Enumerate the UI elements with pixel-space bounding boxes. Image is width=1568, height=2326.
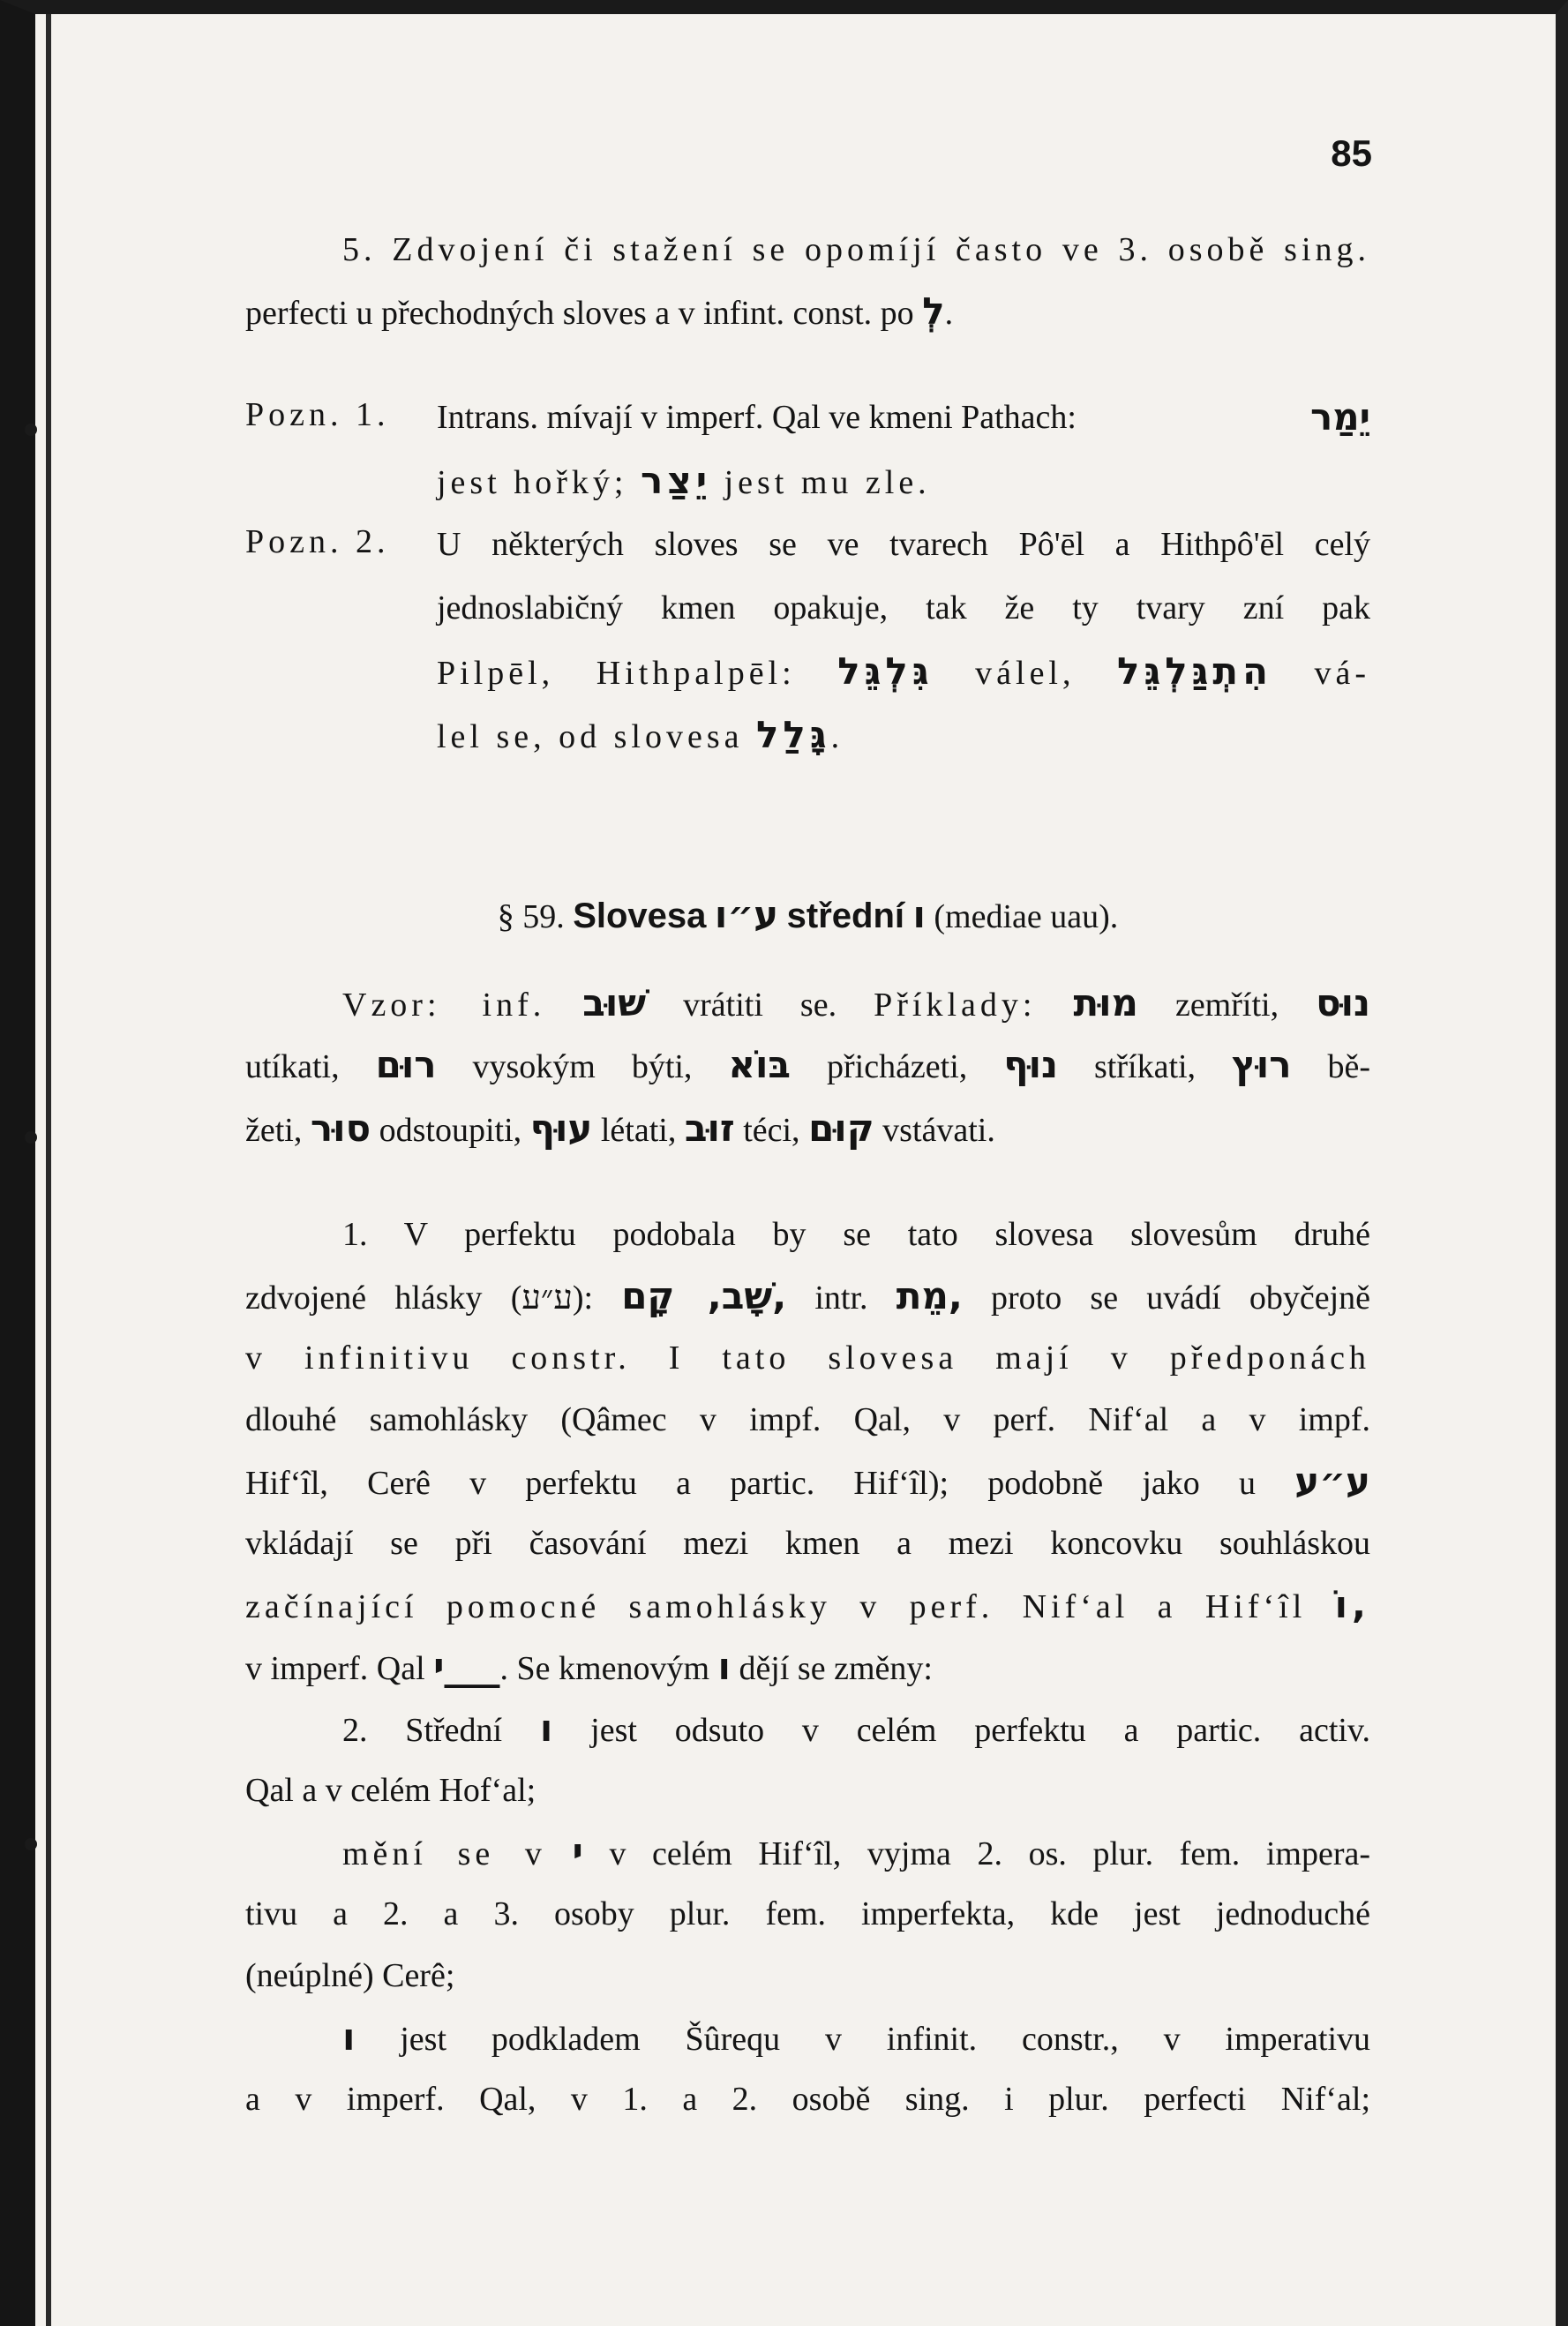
text: žeti, bbox=[245, 1112, 303, 1149]
body-line-2 bbox=[245, 1274, 1370, 1320]
text: bě- bbox=[1327, 1048, 1371, 1085]
text: v imperf. Qal bbox=[245, 1650, 425, 1687]
body-line-6: vkládají se při časování mezi kmen a mezi koncovku souhláskou bbox=[245, 1525, 1370, 1562]
text: proto se uvádí obyčejně bbox=[991, 1279, 1371, 1317]
text: . Se kmenovým bbox=[499, 1650, 710, 1687]
hebrew-word: סוּר bbox=[310, 1107, 371, 1150]
hebrew-word: ו bbox=[912, 893, 926, 936]
text: vrátiti se. bbox=[683, 987, 837, 1024]
p5-line-2 bbox=[245, 289, 1370, 335]
section-heading bbox=[245, 893, 1370, 939]
text: stříkati, bbox=[1094, 1048, 1197, 1085]
hebrew-word: רוּם bbox=[375, 1043, 437, 1086]
hebrew-word: י___ bbox=[433, 1645, 500, 1688]
pozn1-line-2 bbox=[437, 459, 1370, 505]
text: téci, bbox=[743, 1112, 800, 1149]
body-line-8 bbox=[245, 1645, 1370, 1691]
text: 2. Střední bbox=[342, 1712, 503, 1749]
text: utíkati, bbox=[245, 1048, 340, 1085]
hebrew-word: לְ bbox=[922, 289, 945, 333]
hebrew-word: מוּת bbox=[1073, 981, 1138, 1024]
pozn1-line-1 bbox=[437, 395, 1370, 439]
text: . bbox=[830, 718, 844, 755]
section-title: střední bbox=[786, 897, 904, 935]
body-line-9 bbox=[342, 1707, 1370, 1752]
text: Intrans. mívají v imperf. Qal ve kmeni Pathach: bbox=[437, 399, 1077, 436]
hebrew-word: גִּלְגֵּל bbox=[837, 649, 934, 693]
text: jest odsuto v celém perfektu a partic. activ. bbox=[590, 1712, 1370, 1749]
text: Pilpēl, Hithpalpēl: bbox=[437, 655, 796, 692]
hebrew-word: ו bbox=[342, 2015, 356, 2059]
text: . bbox=[944, 295, 954, 332]
hebrew-word: שָׁב, קָם, bbox=[621, 1274, 787, 1317]
text: dějí se změny: bbox=[739, 1650, 933, 1687]
hebrew-word: יֵמַר bbox=[1309, 395, 1370, 439]
text: začínající pomocné samohlásky v perf. Nifʻal a Hifʻîl bbox=[245, 1588, 1307, 1625]
body-line-3: v infinitivu constr. I tato slovesa mají v předponách bbox=[245, 1339, 1370, 1377]
hebrew-word: נוּף bbox=[1003, 1043, 1059, 1086]
note-label-1: Pozn. 1. bbox=[245, 396, 390, 433]
hebrew-word: ע״ע bbox=[1294, 1459, 1370, 1503]
hebrew-word: ו bbox=[539, 1707, 553, 1750]
text: intr. bbox=[814, 1279, 868, 1317]
hebrew-word: מֵת, bbox=[896, 1274, 963, 1317]
hebrew-word: עוּף bbox=[529, 1107, 593, 1150]
hebrew-word: הִתְגַּלְגֵּל bbox=[1117, 649, 1272, 693]
vzor-line-3 bbox=[245, 1107, 1370, 1152]
page-number: 85 bbox=[1331, 132, 1372, 174]
text: jest mu zle. bbox=[724, 464, 931, 501]
body-line-11 bbox=[342, 1830, 1370, 1876]
body-line-7 bbox=[245, 1583, 1370, 1629]
hebrew-word: ע״ו bbox=[714, 893, 779, 936]
text: jest podkladem Šûrequ v infinit. constr., v imperativu bbox=[400, 2021, 1371, 2058]
section-number: § 59. bbox=[497, 898, 565, 935]
body-line-4: dlouhé samohlásky (Qâmec v impf. Qal, v perf. Nifʻal a v impf. bbox=[245, 1401, 1370, 1438]
body-line-15: a v imperf. Qal, v 1. a 2. osobě sing. i plur. perfecti Nifʻal; bbox=[245, 2081, 1370, 2118]
text: odstoupiti, bbox=[379, 1112, 522, 1149]
hebrew-word: ו bbox=[717, 1645, 731, 1688]
body-line-12: tivu a 2. a 3. osoby plur. fem. imperfekta, kde jest jednoduché bbox=[245, 1895, 1370, 1932]
hebrew-word: גָּלַל bbox=[756, 713, 831, 756]
vzor-line-1 bbox=[342, 981, 1370, 1027]
text: přicházeti, bbox=[826, 1048, 968, 1085]
text: mění se v bbox=[342, 1835, 546, 1872]
hebrew-word: זוּב bbox=[684, 1107, 735, 1150]
text: zdvojené hlásky (ע״ע): bbox=[245, 1279, 594, 1317]
p5-line-1: 5. Zdvojení či stažení se opomíjí často ve 3. osobě sing. bbox=[342, 231, 1370, 268]
hebrew-word: רוּץ bbox=[1232, 1043, 1292, 1086]
text: vá- bbox=[1314, 655, 1371, 692]
text: létati, bbox=[600, 1112, 677, 1149]
hebrew-word: י bbox=[572, 1830, 583, 1873]
note-label-2: Pozn. 2. bbox=[245, 523, 390, 560]
hebrew-word: וֹ, bbox=[1334, 1583, 1370, 1626]
hebrew-word: קוּם bbox=[808, 1107, 874, 1150]
body-line-13: (neúplné) Cerê; bbox=[245, 1957, 455, 1994]
text: vysokým býti, bbox=[472, 1048, 693, 1085]
text: zemříti, bbox=[1174, 987, 1279, 1024]
text: v celém Hifʻîl, vyjma 2. os. plur. fem. impera- bbox=[609, 1835, 1371, 1872]
pozn2-line-4 bbox=[437, 713, 1370, 759]
hebrew-word: בּוֹא bbox=[728, 1043, 792, 1086]
body-line-5 bbox=[245, 1459, 1370, 1505]
text: Příklady: bbox=[874, 987, 1037, 1024]
text: perfecti u přechodných sloves a v infint. const. po bbox=[245, 295, 914, 332]
hebrew-word: שׁוּב bbox=[582, 981, 647, 1024]
body-line-1: 1. V perfektu podobala by se tato slovesa slovesům druhé bbox=[342, 1216, 1370, 1253]
vzor-line-2 bbox=[245, 1043, 1370, 1089]
text: (mediae uau). bbox=[934, 898, 1119, 935]
pozn2-line-2: jednoslabičný kmen opakuje, tak že ty tvary zní pak bbox=[437, 589, 1370, 627]
text: lel se, od slovesa bbox=[437, 718, 744, 755]
pozn2-line-3 bbox=[437, 649, 1370, 695]
hebrew-word: יֵצַר bbox=[640, 459, 712, 502]
text: Vzor: inf. bbox=[342, 987, 546, 1024]
text: jest hořký; bbox=[437, 464, 628, 501]
body-line-10: Qal a v celém Hofʻal; bbox=[245, 1772, 536, 1809]
body-line-14 bbox=[342, 2015, 1370, 2061]
pozn2-line-1: U některých sloves se ve tvarech Pô'ēl a Hithpô'ēl celý bbox=[437, 526, 1370, 563]
text: Hifʻîl, Cerê v perfektu a partic. Hifʻîl); podobně jako u bbox=[245, 1465, 1257, 1502]
section-title: Slovesa bbox=[573, 897, 707, 935]
text: vstávati. bbox=[882, 1112, 995, 1149]
text: válel, bbox=[975, 655, 1076, 692]
hebrew-word: נוּס bbox=[1316, 981, 1371, 1024]
